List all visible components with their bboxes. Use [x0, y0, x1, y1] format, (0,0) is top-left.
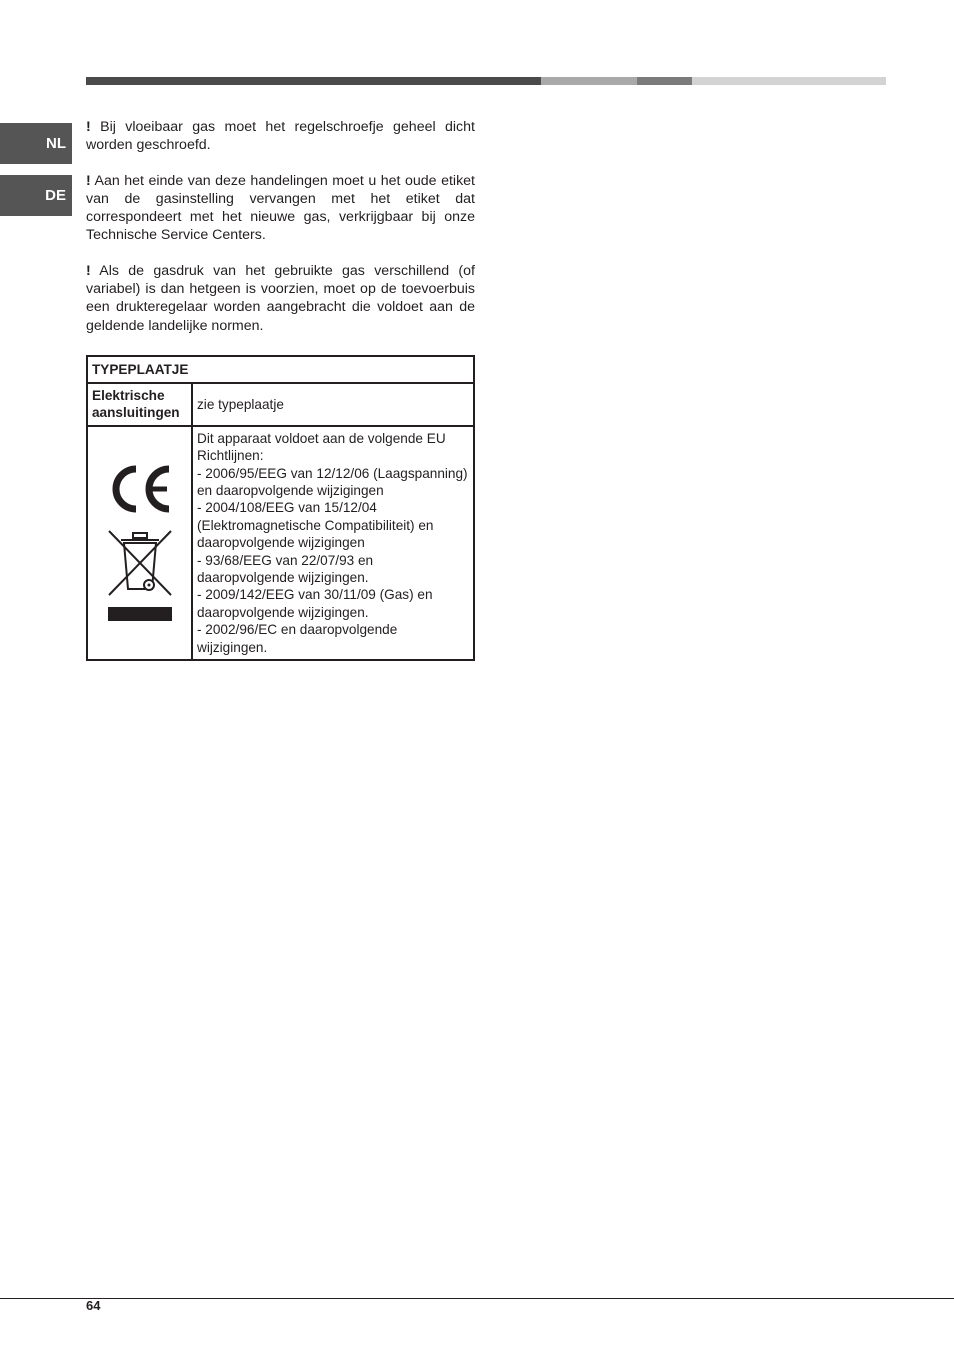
- warning-paragraph: [86, 262, 475, 335]
- electrical-connections-label: Elektrische aansluitingen: [87, 383, 192, 426]
- directive-line: - 2009/142/EEG van 30/11/09 (Gas) en daaropvolgende wijzigingen.: [197, 587, 433, 620]
- warning-text: Bij vloeibaar gas moet het regelschroefje geheel dicht worden geschroefd.: [86, 119, 475, 154]
- warnings-section: [86, 118, 475, 352]
- language-tab-nl: NL: [0, 123, 72, 164]
- warning-mark: !: [86, 262, 91, 279]
- directive-line: - 2006/95/EEG van 12/12/06 (Laagspanning) en daaropvolgende wijzigingen: [197, 465, 468, 499]
- electrical-connections-value: zie typeplaatje: [192, 383, 474, 426]
- directive-line: - 2004/108/EEG van 15/12/04 (Elektromagnetische Compatibiliteit) en daaropvolgende wijzigingen: [197, 500, 434, 551]
- warning-paragraph: [86, 172, 475, 245]
- header-bar-segment: [637, 77, 692, 85]
- header-bar-segment: [692, 77, 886, 85]
- warning-paragraph: [86, 118, 475, 155]
- page-number: 64: [86, 1298, 101, 1313]
- table-title: TYPEPLAATJE: [87, 356, 474, 383]
- directive-line: - 2002/96/EC en daaropvolgende wijzigingen.: [197, 622, 398, 655]
- warning-text: Aan het einde van deze handelingen moet u het oude etiket van de gasinstelling vervangen met het etiket dat correspondeert met het nieuwe gas, verkrijgbaar bij onze Technische Service Centers.: [86, 172, 475, 244]
- directive-line: Dit apparaat voldoet aan de volgende EU Richtlijnen:: [197, 430, 446, 464]
- directive-line: - 93/68/EEG van 22/07/93 en daaropvolgende wijzigingen.: [197, 552, 374, 586]
- type-plate-table: [86, 355, 475, 661]
- warning-text: Als de gasdruk van het gebruikte gas verschillend (of variabel) is dan hetgeen is voorzien, moet op de toevoerbuis een drukteregelaar worden aangebracht die voldoet aan de geldende landelijke normen.: [86, 262, 475, 334]
- warning-mark: !: [86, 172, 91, 189]
- header-color-bar: [86, 77, 886, 85]
- weee-crossed-bin-icon: [107, 529, 173, 623]
- warning-mark: !: [86, 119, 91, 135]
- compliance-marks-cell: [87, 426, 192, 660]
- eu-directives-cell: [192, 426, 474, 660]
- ce-mark-icon: [105, 459, 175, 519]
- language-tab-de: DE: [0, 175, 72, 216]
- header-bar-segment: [86, 77, 541, 85]
- footer-rule: [0, 1298, 954, 1299]
- header-bar-segment: [541, 77, 637, 85]
